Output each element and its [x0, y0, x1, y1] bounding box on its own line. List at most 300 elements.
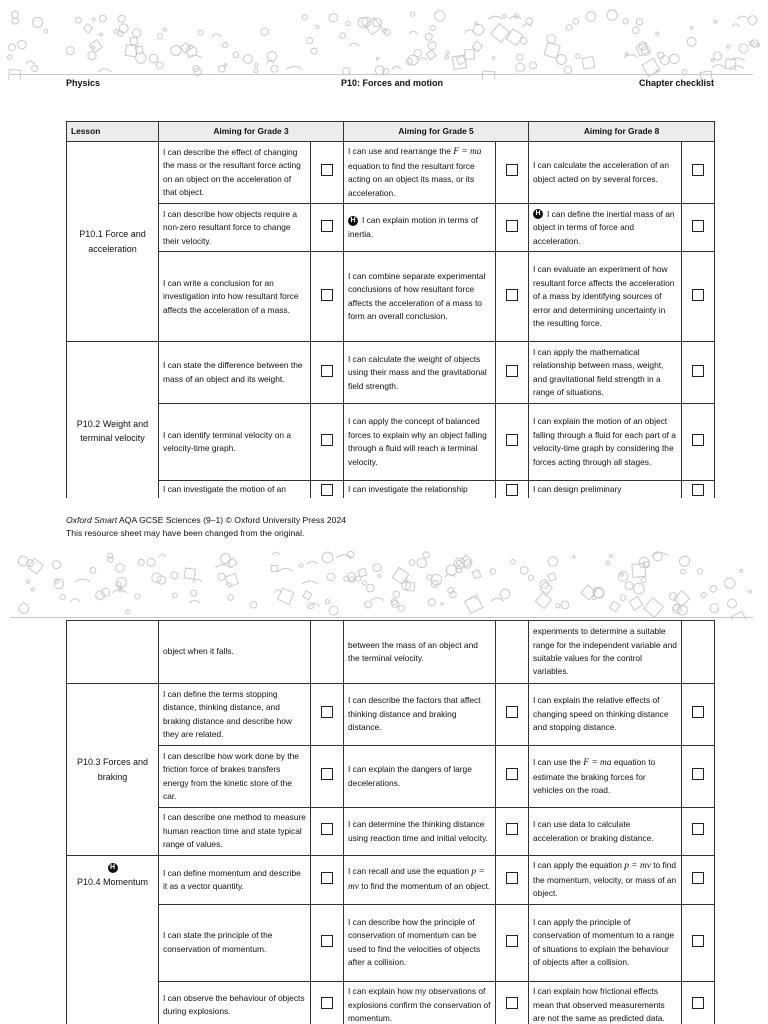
- doodle-shape: [528, 575, 533, 580]
- grade8-cell: I can apply the mathematical relationship between mass, weight, and gravitational field strength in a range of situations.: [529, 342, 682, 404]
- series-name: Oxford Smart: [66, 515, 118, 525]
- doodle-shape: [428, 42, 436, 50]
- table-row: [67, 904, 715, 981]
- doodle-shape: [365, 601, 372, 608]
- doodle-shape: [520, 567, 528, 575]
- doodle-shape: [610, 601, 620, 611]
- checkbox-icon[interactable]: [692, 935, 704, 947]
- doodle-shape: [428, 599, 435, 606]
- doodle-shape: [739, 44, 748, 53]
- doodle-shape: [212, 34, 222, 37]
- doodle-shape: [469, 597, 477, 600]
- grade5-cell: I can combine separate experimental conclusions of how resultant force affects the acceleration of a mass to form an overall conclusion.: [344, 252, 496, 342]
- table-row: [67, 981, 715, 1024]
- doodle-shape: [26, 61, 35, 64]
- doodle-shape: [748, 16, 757, 25]
- doodle-shape: [644, 598, 664, 618]
- doodle-shape: [556, 604, 560, 608]
- doodle-shape: [302, 15, 307, 20]
- doodle-shape: [186, 46, 196, 56]
- doodle-shape: [218, 573, 225, 580]
- higher-tier-icon: H: [348, 216, 358, 226]
- doodle-shape: [119, 24, 128, 33]
- checkbox-icon[interactable]: [692, 164, 704, 176]
- doodle-shape: [71, 599, 80, 602]
- doodle-shape: [340, 33, 346, 39]
- doodle-shape: [346, 21, 350, 25]
- doodle-shape: [633, 583, 644, 594]
- doodle-shape: [336, 555, 352, 558]
- doodle-shape: [362, 581, 366, 585]
- doodle-shape: [697, 569, 702, 574]
- doodle-shape: [216, 565, 231, 568]
- doodle-shape: [327, 573, 335, 581]
- header-rule: [10, 74, 753, 75]
- doodle-shape: [255, 64, 258, 67]
- doodle-shape: [620, 595, 625, 600]
- doodle-shape: [267, 52, 277, 62]
- doodle-shape: [198, 30, 203, 35]
- doodle-shape: [316, 25, 319, 28]
- doodle-shape: [530, 62, 537, 69]
- doodle-shape: [378, 574, 381, 577]
- doodle-shape: [393, 591, 400, 598]
- doodle-shape: [492, 57, 494, 59]
- doodle-shape: [250, 601, 257, 608]
- doodle-shape: [180, 43, 190, 53]
- doodle-shape: [547, 35, 556, 44]
- col-header-grade3: Aiming for Grade 3: [159, 122, 344, 142]
- doodle-shape: [610, 555, 613, 558]
- doodle-shape: [222, 43, 227, 48]
- checkbox-icon[interactable]: [692, 872, 704, 884]
- checkbox-icon[interactable]: [692, 823, 704, 835]
- doodle-shape: [8, 55, 12, 59]
- grade5-cell: I can recall and use the equation p = mv to find the momentum of an object.: [344, 856, 496, 905]
- doodle-shape: [398, 605, 404, 611]
- doodle-shape: [152, 573, 161, 582]
- doodle-shape: [261, 28, 269, 36]
- lesson-cell-p10-1: P10.1 Force and acceleration: [67, 142, 159, 342]
- copyright-text: AQA GCSE Sciences (9–1) © Oxford University Press 2024: [117, 515, 347, 525]
- doodle-shape: [329, 14, 337, 22]
- grade3-cell: I can observe the behaviour of objects during explosions.: [159, 981, 311, 1024]
- doodle-shape: [311, 48, 317, 54]
- col-header-grade8: Aiming for Grade 8: [529, 122, 715, 142]
- doodle-shape: [636, 19, 642, 25]
- doodle-shape: [53, 561, 61, 569]
- grade5-cell: I can calculate the weight of objects using their mass and the gravitational field strength.: [344, 342, 496, 404]
- doodle-shape: [191, 590, 197, 596]
- lesson-cell-continued: [67, 621, 159, 684]
- molecule-doodle-banner: [0, 548, 768, 620]
- doodle-shape: [66, 47, 74, 55]
- doodle-shape: [456, 55, 465, 64]
- doodle-shape: [441, 603, 443, 605]
- grade3-cell: I can describe the effect of changing the mass or the resultant force acting on an object on the acceleration of that object.: [159, 142, 311, 204]
- table-row: [67, 621, 715, 684]
- doodle-shape: [660, 56, 669, 65]
- doodle-shape: [490, 569, 495, 574]
- table-row: [67, 808, 715, 856]
- doodle-shape: [60, 595, 65, 600]
- checkbox-icon[interactable]: [321, 484, 333, 496]
- doodle-shape: [221, 554, 231, 564]
- doodle-shape: [244, 55, 253, 64]
- doodle-shape: [488, 16, 503, 19]
- doodle-shape: [108, 557, 113, 562]
- checklist-page2: [66, 620, 716, 1024]
- doodle-shape: [503, 14, 506, 17]
- col-header-grade5: Aiming for Grade 5: [344, 122, 529, 142]
- doodle-shape: [472, 570, 481, 579]
- doodle-shape: [465, 595, 483, 613]
- doodle-shape: [18, 41, 26, 49]
- table-row: [67, 856, 715, 905]
- table-row: [67, 204, 715, 252]
- doodle-shape: [625, 53, 628, 56]
- checkbox-icon[interactable]: [692, 997, 704, 1009]
- doodle-shape: [713, 52, 721, 60]
- doodle-shape: [116, 564, 125, 573]
- doodle-shape: [9, 44, 16, 51]
- grade5-cell: I can describe the factors that affect thinking distance and braking distance.: [344, 684, 496, 746]
- doodle-shape: [576, 54, 580, 58]
- doodle-shape: [302, 581, 318, 584]
- doodle-shape: [373, 564, 381, 572]
- doodle-shape: [629, 597, 643, 611]
- table-row: [67, 342, 715, 404]
- doodle-shape: [299, 564, 303, 568]
- doodle-shape: [475, 22, 478, 25]
- grade8-cell: H I can define the inertial mass of an object in terms of force and acceleration.: [529, 204, 682, 252]
- doodle-shape: [573, 19, 579, 25]
- doodle-shape: [254, 69, 258, 73]
- grade8-cell: I can use data to calculate acceleration or braking distance.: [529, 808, 682, 856]
- checkbox-icon[interactable]: [506, 997, 518, 1009]
- doodle-shape: [430, 26, 435, 31]
- doodle-shape: [465, 50, 475, 60]
- decorative-banner-page2: [0, 548, 768, 620]
- table-header-row: [67, 122, 715, 142]
- doodle-shape: [392, 601, 399, 608]
- doodle-shape: [19, 604, 29, 614]
- doodle-shape: [366, 584, 374, 592]
- lesson-cell-p10-4: H P10.4 Momentum: [67, 856, 159, 1024]
- doodle-shape: [641, 47, 650, 56]
- doodle-shape: [409, 31, 417, 34]
- grade3-cell: I can investigate the motion of an: [159, 481, 311, 498]
- doodle-shape: [727, 45, 730, 48]
- doodle-shape: [623, 19, 628, 24]
- checkbox-icon[interactable]: [321, 220, 333, 232]
- grade3-cell: I can describe how work done by the friction force of brakes transfers energy from the kinetic store of the car.: [159, 746, 311, 808]
- checkbox-icon[interactable]: [321, 164, 333, 176]
- checkbox-icon[interactable]: [321, 434, 333, 446]
- checklist-table: [66, 121, 715, 498]
- checkbox-icon[interactable]: [321, 823, 333, 835]
- doodle-shape: [147, 558, 155, 566]
- doodle-shape: [126, 610, 131, 615]
- doodle-shape: [418, 58, 428, 61]
- checkbox-icon[interactable]: [506, 220, 518, 232]
- doodle-shape: [392, 66, 401, 69]
- doodle-shape: [92, 18, 95, 21]
- doodle-shape: [44, 29, 48, 33]
- doodle-shape: [228, 595, 234, 601]
- doodle-shape: [540, 580, 548, 588]
- checkbox-icon[interactable]: [506, 823, 518, 835]
- doodle-shape: [132, 29, 140, 37]
- checkbox-icon[interactable]: [506, 289, 518, 301]
- table-row: [67, 142, 715, 204]
- doodle-shape: [83, 24, 92, 33]
- doodle-shape: [732, 24, 740, 27]
- grade3-cell: object when it falls.: [159, 621, 311, 684]
- doodle-shape: [670, 54, 680, 64]
- doodle-shape: [226, 583, 232, 586]
- grade5-cell: I can explain the dangers of large decelerations.: [344, 746, 496, 808]
- doodle-shape: [358, 568, 367, 577]
- doodle-shape: [130, 37, 137, 44]
- molecule-doodle-banner: [0, 8, 768, 80]
- grade3-cell: I can write a conclusion for an investigation into how resultant force affects the acceleration of a mass.: [159, 252, 311, 342]
- checkbox-icon[interactable]: [321, 872, 333, 884]
- grade5-cell: H I can explain motion in terms of inertia.: [344, 204, 496, 252]
- checklist-table: [66, 620, 715, 1024]
- doodle-shape: [632, 27, 639, 34]
- grade3-cell: I can describe how objects require a non-zero resultant force to change their velocity.: [159, 204, 311, 252]
- doodle-shape: [173, 593, 178, 598]
- doodle-shape: [18, 556, 28, 566]
- grade8-cell: I can calculate the acceleration of an object acted on by several forces.: [529, 142, 682, 204]
- doodle-shape: [710, 604, 719, 613]
- doodle-shape: [171, 46, 181, 56]
- doodle-shape: [100, 33, 103, 36]
- higher-tier-icon: H: [533, 209, 543, 219]
- checkbox-icon[interactable]: [692, 706, 704, 718]
- checklist-page1: [66, 121, 716, 498]
- grade8-cell: I can design preliminary: [529, 481, 682, 498]
- doodle-shape: [517, 54, 523, 60]
- grade8-cell: experiments to determine a suitable range for the independent variable and suitable values for the control variables.: [529, 621, 682, 684]
- doodle-shape: [566, 25, 572, 31]
- doodle-shape: [561, 601, 569, 609]
- checkbox-icon[interactable]: [692, 768, 704, 780]
- doodle-shape: [564, 66, 571, 73]
- decorative-banner-top: [0, 8, 768, 80]
- table-row: [67, 684, 715, 746]
- doodle-shape: [435, 11, 445, 21]
- table-row: [67, 481, 715, 498]
- doodle-shape: [271, 65, 278, 72]
- doodle-shape: [714, 20, 717, 23]
- doodle-shape: [557, 55, 567, 65]
- checkbox-icon[interactable]: [692, 365, 704, 377]
- col-header-lesson: Lesson: [67, 122, 159, 142]
- grade8-cell: I can explain the relative effects of changing speed on thinking distance and stopping distance.: [529, 684, 682, 746]
- lesson-cell-p10-2: P10.2 Weight and terminal velocity: [67, 342, 159, 498]
- doodle-shape: [516, 63, 525, 72]
- grade5-cell: between the mass of an object and the terminal velocity.: [344, 621, 496, 684]
- grade8-cell: I can apply the equation p = mv to find the momentum, velocity, or mass of an object.: [529, 856, 682, 905]
- doodle-shape: [271, 565, 277, 571]
- checkbox-icon[interactable]: [506, 434, 518, 446]
- grade5-cell: I can describe how the principle of conservation of momentum can be used to find the velocities of objects after a collision.: [344, 904, 496, 981]
- checkbox-icon[interactable]: [692, 220, 704, 232]
- doodle-shape: [680, 556, 690, 566]
- doodle-shape: [156, 62, 163, 69]
- grade5-cell: I can apply the concept of balanced forces to explain why an object falling through a fluid will reach a terminal velocity.: [344, 404, 496, 481]
- doodle-shape: [728, 599, 737, 608]
- doodle-shape: [149, 54, 158, 63]
- doodle-shape: [701, 593, 706, 598]
- checkbox-icon[interactable]: [321, 768, 333, 780]
- doodle-shape: [89, 40, 102, 53]
- doodle-shape: [31, 588, 34, 591]
- doodle-shape: [163, 28, 166, 31]
- doodle-shape: [410, 12, 414, 16]
- doodle-shape: [725, 578, 735, 588]
- doodle-shape: [219, 66, 225, 72]
- change-note: This resource sheet may have been changed from the original.: [66, 527, 305, 538]
- grade5-cell: I can use and rearrange the F = ma equation to find the resultant force acting on an object its mass, or its acceleration.: [344, 142, 496, 204]
- doodle-shape: [307, 38, 313, 44]
- grade3-cell: I can state the difference between the mass of an object and its weight.: [159, 342, 311, 404]
- copyright-footer: [66, 514, 346, 540]
- doodle-shape: [625, 582, 633, 590]
- subject-label: Physics: [66, 78, 101, 88]
- doodle-shape: [573, 556, 576, 559]
- doodle-shape: [687, 37, 696, 46]
- doodle-shape: [75, 17, 81, 23]
- doodle-shape: [33, 17, 43, 27]
- doodle-shape: [423, 552, 429, 558]
- doodle-shape: [620, 573, 623, 576]
- grade3-cell: I can define the terms stopping distance, thinking distance, and braking distance and describe how they are related.: [159, 684, 311, 746]
- doodle-shape: [749, 590, 752, 593]
- checkbox-icon[interactable]: [321, 997, 333, 1009]
- doodle-shape: [409, 560, 415, 566]
- grade8-cell: I can evaluate an experiment of how resultant force affects the acceleration of a mass by identifying sources of error and determining uncertainty in the resulting force.: [529, 252, 682, 342]
- checkbox-icon[interactable]: [321, 365, 333, 377]
- doodle-shape: [417, 558, 426, 567]
- doodle-shape: [656, 32, 659, 35]
- checkbox-icon[interactable]: [321, 289, 333, 301]
- doodle-shape: [710, 586, 717, 593]
- doodle-shape: [349, 43, 359, 46]
- doodle-shape: [737, 16, 748, 19]
- checkbox-icon[interactable]: [692, 289, 704, 301]
- doodle-shape: [307, 561, 318, 564]
- doodle-shape: [482, 71, 495, 80]
- doodle-shape: [329, 606, 338, 615]
- doodle-shape: [535, 593, 551, 609]
- doodle-shape: [12, 18, 18, 24]
- doodle-shape: [431, 574, 442, 585]
- checkbox-icon[interactable]: [506, 484, 518, 496]
- checkbox-icon[interactable]: [506, 768, 518, 780]
- doodle-shape: [303, 591, 312, 600]
- doodle-shape: [376, 58, 378, 60]
- lesson-cell-p10-3: P10.3 Forces and braking: [67, 684, 159, 856]
- checkbox-icon[interactable]: [321, 935, 333, 947]
- doodle-shape: [184, 568, 195, 579]
- checkbox-icon[interactable]: [506, 872, 518, 884]
- doodle-shape: [98, 69, 112, 72]
- doodle-shape: [730, 66, 744, 69]
- checkbox-icon[interactable]: [321, 706, 333, 718]
- checkbox-icon[interactable]: [506, 164, 518, 176]
- grade5-cell: I can explain how my observations of explosions confirm the conservation of momentum.: [344, 981, 496, 1024]
- doodle-shape: [12, 11, 19, 18]
- table-row: [67, 252, 715, 342]
- doodle-shape: [171, 572, 178, 579]
- checkbox-icon[interactable]: [692, 484, 704, 496]
- checkbox-icon[interactable]: [506, 365, 518, 377]
- doodle-shape: [711, 59, 714, 62]
- doodle-shape: [740, 569, 743, 572]
- doodle-shape: [641, 578, 646, 583]
- doodle-shape: [135, 594, 140, 599]
- doodle-shape: [446, 51, 449, 54]
- grade5-cell: I can determine the thinking distance using reaction time and initial velocity.: [344, 808, 496, 856]
- doodle-shape: [731, 611, 747, 620]
- doodle-shape: [158, 34, 163, 39]
- doodle-shape: [224, 64, 227, 67]
- grade5-cell: I can investigate the relationship: [344, 481, 496, 498]
- doodle-shape: [322, 552, 333, 563]
- grade8-cell: I can use the F = ma equation to estimate the braking forces for vehicles on the road.: [529, 746, 682, 808]
- checkbox-icon[interactable]: [506, 935, 518, 947]
- grade3-cell: I can define momentum and describe it as a vector quantity.: [159, 856, 311, 905]
- doodle-shape: [159, 554, 165, 557]
- doodle-shape: [586, 12, 596, 22]
- doodle-shape: [491, 598, 504, 601]
- doodle-shape: [582, 56, 595, 69]
- doodle-shape: [138, 559, 144, 565]
- chapter-title: P10: Forces and motion: [341, 78, 444, 88]
- doodle-shape: [445, 56, 448, 59]
- doodle-shape: [511, 560, 516, 565]
- doodle-shape: [414, 50, 421, 57]
- doodle-shape: [189, 600, 200, 603]
- checkbox-icon[interactable]: [506, 706, 518, 718]
- checkbox-icon[interactable]: [692, 434, 704, 446]
- doodle-shape: [473, 24, 484, 35]
- doodle-shape: [273, 552, 280, 555]
- doodle-shape: [75, 579, 91, 582]
- doodle-shape: [425, 33, 432, 40]
- doodle-shape: [681, 569, 686, 574]
- doodle-shape: [100, 15, 107, 22]
- higher-tier-icon: H: [108, 863, 118, 873]
- doodle-shape: [136, 53, 146, 63]
- doodle-shape: [606, 561, 610, 565]
- doodle-shape: [233, 52, 239, 58]
- doodle-shape: [90, 567, 96, 573]
- doc-type-label: Chapter checklist: [638, 78, 714, 88]
- doodle-shape: [278, 569, 294, 572]
- doodle-shape: [286, 67, 302, 70]
- doodle-shape: [500, 589, 510, 599]
- doodle-shape: [607, 10, 617, 20]
- grade8-cell: I can apply the principle of conservation of momentum to a range of situations to explain the behaviour of objects after a collision.: [529, 904, 682, 981]
- doodle-shape: [520, 38, 527, 45]
- grade3-cell: I can identify terminal velocity on a velocity-time graph.: [159, 404, 311, 481]
- grade8-cell: I can explain how frictional effects mean that observed measurements are not the same as predicted data.: [529, 981, 682, 1024]
- doodle-shape: [310, 604, 320, 607]
